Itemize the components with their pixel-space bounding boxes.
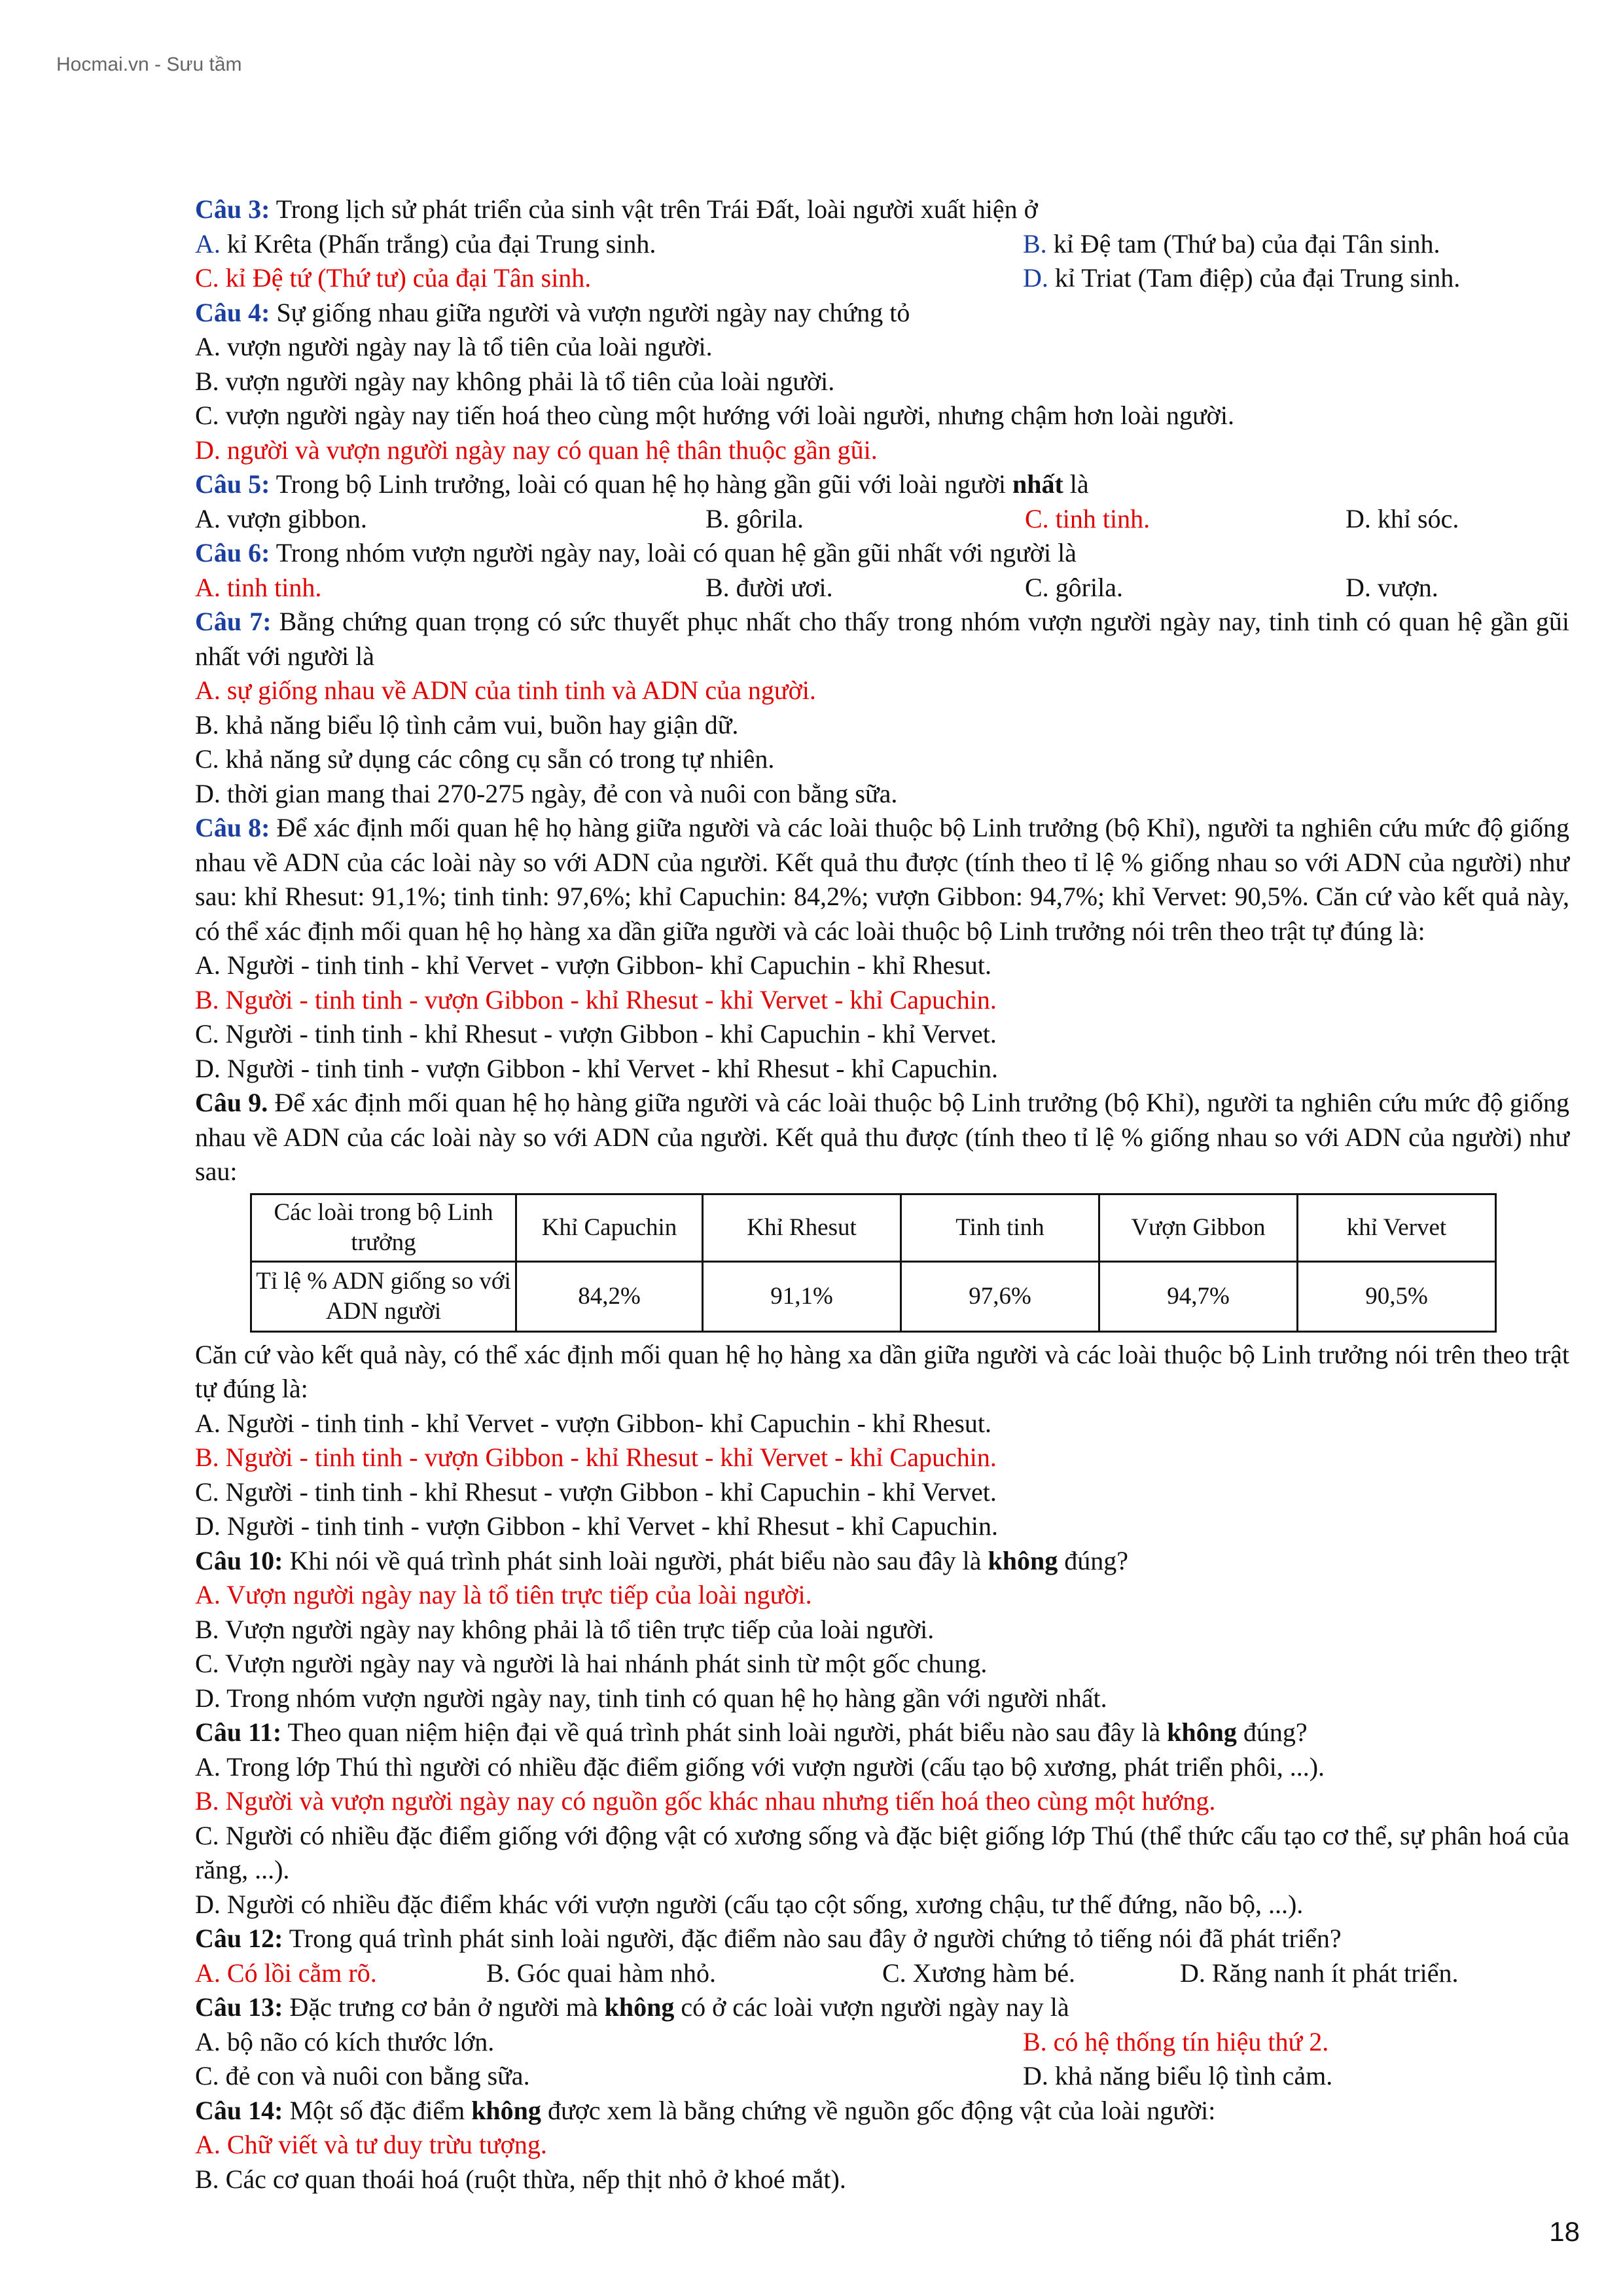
question-6	[195, 536, 1569, 571]
option-c: C. Xương hàm bé.	[882, 1958, 1076, 1988]
option-a-correct: A. Chữ viết và tư duy trừu tượng.	[195, 2130, 547, 2159]
option-b: B. gôrila.	[705, 503, 804, 533]
question-emphasis: nhất	[1012, 469, 1063, 499]
page-header-source: Hocmai.vn - Sưu tầm	[56, 54, 242, 75]
option-text: kỉ Đệ tứ (Thứ tư) của đại Tân sinh.	[219, 263, 592, 293]
option-a-correct: A. tinh tinh.	[195, 572, 322, 602]
option-a: A. vượn người ngày nay là tổ tiên của loài người.	[195, 332, 713, 361]
question-12-options	[195, 1956, 1569, 1991]
option-letter: C.	[195, 263, 219, 293]
question-text: Sự giống nhau giữa người và vượn người ngày nay chứng tỏ	[270, 297, 910, 327]
question-text: Khi nói về quá trình phát sinh loài người, phát biểu nào sau đây là	[283, 1545, 988, 1575]
dna-similarity-table	[250, 1193, 1497, 1333]
question-label: Câu 7:	[195, 607, 272, 636]
question-text: Trong quá trình phát sinh loài người, đặc điểm nào sau đây ở người chứng tỏ tiếng nói đã phát triển?	[283, 1924, 1342, 1953]
table-header-cell: Các loài trong bộ Linh trưởng	[251, 1194, 516, 1261]
table-header-cell: Vượn Gibbon	[1099, 1194, 1298, 1261]
table-cell: 97,6%	[901, 1261, 1099, 1331]
question-text: Để xác định mối quan hệ họ hàng giữa người và các loài thuộc bộ Linh trưởng (bộ Khỉ), người ta nghiên cứu mức độ giống nhau về ADN của các loài này so với ADN của người. Kết quả thu được (tính theo tỉ lệ % giống nhau so với ADN của người) như sau: khỉ Rhesut: 91,1%; tinh tinh: 97,6%; khỉ Capuchin: 84,2%; vượn Gibbon: 94,7%; khỉ Vervet: 90,5%. Căn cứ vào kết quả này, có thể xác định mối quan hệ họ hàng xa dần giữa người và các loài thuộc bộ Linh trưởng nói trên theo trật tự đúng là:	[195, 813, 1569, 946]
question-10	[195, 1544, 1569, 1579]
option-text: kỉ Triat (Tam điệp) của đại Trung sinh.	[1048, 263, 1461, 293]
option-d: D. khả năng biểu lộ tình cảm.	[1023, 2061, 1333, 2090]
table-header-cell: Khỉ Rhesut	[703, 1194, 901, 1261]
option-c-correct	[195, 261, 1023, 296]
question-text: Bằng chứng quan trọng có sức thuyết phục nhất cho thấy trong nhóm vượn người ngày nay, tinh tinh có quan hệ gần gũi nhất với người là	[195, 607, 1569, 671]
question-9	[195, 1086, 1569, 1189]
option-a: A. Người - tinh tinh - khỉ Vervet - vượn Gibbon- khỉ Capuchin - khỉ Rhesut.	[195, 1408, 992, 1438]
option-b: B. Góc quai hàm nhỏ.	[486, 1958, 717, 1988]
option-letter: D.	[1023, 263, 1048, 293]
option-a-correct: A. sự giống nhau về ADN của tinh tinh và ADN của người.	[195, 675, 816, 705]
option-c: C. Người - tinh tinh - khỉ Rhesut - vượn Gibbon - khỉ Capuchin - khỉ Vervet.	[195, 1019, 997, 1049]
option-b: B. Vượn người ngày nay không phải là tổ tiên trực tiếp của loài người.	[195, 1614, 935, 1644]
table-cell: 84,2%	[516, 1261, 703, 1331]
question-text-end: đúng?	[1058, 1545, 1129, 1575]
table-cell: 91,1%	[703, 1261, 901, 1331]
table-header-cell: khỉ Vervet	[1298, 1194, 1496, 1261]
option-c: C. Người - tinh tinh - khỉ Rhesut - vượn Gibbon - khỉ Capuchin - khỉ Vervet.	[195, 1477, 997, 1507]
question-11	[195, 1715, 1569, 1750]
page-number: 18	[1549, 2216, 1580, 2247]
option-b: B. khả năng biểu lộ tình cảm vui, buồn hay giận dữ.	[195, 709, 739, 740]
question-label: Câu 11:	[195, 1717, 282, 1747]
option-c: C. Người có nhiều đặc điểm giống với động vật có xương sống và đặc biệt giống lớp Thú (thể thức cấu tạo cơ thể, sự phân hoá của răng, ...).	[195, 1820, 1569, 1884]
option-d	[1023, 261, 1569, 296]
option-c: C. khả năng sử dụng các công cụ sẵn có trong tự nhiên.	[195, 744, 775, 774]
option-b: B. vượn người ngày nay không phải là tổ tiên của loài người.	[195, 366, 835, 396]
option-b-correct: B. Người - tinh tinh - vượn Gibbon - khỉ Rhesut - khỉ Vervet - khỉ Capuchin.	[195, 1443, 997, 1472]
question-7	[195, 605, 1569, 673]
option-letter: A.	[195, 228, 221, 259]
question-6-options	[195, 571, 1569, 605]
question-text: Để xác định mối quan hệ họ hàng giữa người và các loài thuộc bộ Linh trưởng (bộ Khỉ), người ta nghiên cứu mức độ giống nhau về ADN của các loài này so với ADN của người. Kết quả thu được (tính theo tỉ lệ % giống nhau so với ADN của người) như sau:	[195, 1088, 1569, 1186]
question-8	[195, 811, 1569, 948]
option-c: C. Vượn người ngày nay và người là hai nhánh phát sinh từ một gốc chung.	[195, 1649, 988, 1678]
option-a-correct: A. Có lồi cằm rõ.	[195, 1958, 377, 1988]
question-label: Câu 13:	[195, 1992, 283, 2022]
option-c: C. vượn người ngày nay tiến hoá theo cùng một hướng với loài người, nhưng chậm hơn loài người.	[195, 401, 1234, 430]
question-text: Trong lịch sử phát triển của sinh vật trên Trái Đất, loài người xuất hiện ở	[270, 194, 1038, 224]
question-text-end: được xem là bằng chứng về nguồn gốc động vật của loài người:	[541, 2095, 1216, 2125]
question-label: Câu 4:	[195, 297, 270, 327]
option-b-correct: B. có hệ thống tín hiệu thứ 2.	[1023, 2026, 1329, 2056]
question-text: Một số đặc điểm	[283, 2095, 472, 2125]
option-b-correct: B. Người - tinh tinh - vượn Gibbon - khỉ Rhesut - khỉ Vervet - khỉ Capuchin.	[195, 984, 997, 1014]
question-13	[195, 1990, 1569, 2025]
table-cell: 90,5%	[1298, 1261, 1496, 1331]
table-cell: 94,7%	[1099, 1261, 1298, 1331]
table-header-row	[251, 1194, 1496, 1261]
question-5-options	[195, 502, 1569, 537]
option-d-correct: D. người và vượn người ngày nay có quan hệ thân thuộc gần gũi.	[195, 435, 878, 465]
option-d: D. Người - tinh tinh - vượn Gibbon - khỉ Vervet - khỉ Rhesut - khỉ Capuchin.	[195, 1511, 999, 1541]
question-label: Câu 8:	[195, 813, 270, 842]
option-text: kỉ Krêta (Phấn trắng) của đại Trung sinh.	[220, 228, 656, 259]
question-emphasis: không	[1167, 1717, 1237, 1747]
option-c: C. gôrila.	[1025, 572, 1123, 602]
question-12	[195, 1922, 1569, 1956]
option-b-correct: B. Người và vượn người ngày nay có nguồn gốc khác nhau nhưng tiến hoá theo cùng một hướng.	[195, 1786, 1216, 1816]
question-3-options-row2	[195, 261, 1569, 296]
question-emphasis: không	[604, 1992, 675, 2022]
question-3	[195, 192, 1569, 227]
option-d: D. Người có nhiều đặc điểm khác với vượn người (cấu tạo cột sống, xương chậu, tư thế đứng, não bộ, ...).	[195, 1889, 1304, 1919]
question-label: Câu 3:	[195, 194, 270, 224]
option-c-correct: C. tinh tinh.	[1025, 503, 1150, 533]
option-d: D. Răng nanh ít phát triển.	[1180, 1958, 1459, 1988]
question-label: Câu 5:	[195, 469, 270, 499]
option-letter: B.	[1023, 228, 1047, 259]
table-row-header: Tỉ lệ % ADN giống so với ADN người	[251, 1261, 516, 1331]
option-b: B. Các cơ quan thoái hoá (ruột thừa, nếp thịt nhỏ ở khoé mắt).	[195, 2164, 846, 2194]
option-d: D. thời gian mang thai 270-275 ngày, đẻ con và nuôi con bằng sữa.	[195, 778, 898, 808]
question-label: Câu 6:	[195, 538, 270, 567]
question-emphasis: không	[988, 1545, 1058, 1575]
option-a	[195, 227, 1023, 262]
question-9-continuation: Căn cứ vào kết quả này, có thể xác định mối quan hệ họ hàng xa dần giữa người và các loài thuộc bộ Linh trưởng nói trên theo trật tự đúng là:	[195, 1339, 1569, 1403]
question-emphasis: không	[471, 2095, 541, 2125]
document-body	[195, 192, 1569, 2197]
question-text-end: đúng?	[1236, 1717, 1308, 1747]
question-label: Câu 9.	[195, 1088, 268, 1117]
table-header-cell: Khỉ Capuchin	[516, 1194, 703, 1261]
table-header-cell: Tinh tinh	[901, 1194, 1099, 1261]
option-b	[1023, 227, 1569, 262]
question-3-options-row1	[195, 227, 1569, 262]
question-text: Theo quan niệm hiện đại về quá trình phát sinh loài người, phát biểu nào sau đây là	[281, 1717, 1168, 1747]
option-c: C. đẻ con và nuôi con bằng sữa.	[195, 2061, 530, 2090]
option-a-correct: A. Vượn người ngày nay là tổ tiên trực tiếp của loài người.	[195, 1580, 812, 1609]
question-13-options-row2	[195, 2059, 1569, 2094]
question-13-options-row1	[195, 2025, 1569, 2060]
question-label: Câu 14:	[195, 2095, 283, 2125]
question-text-end: là	[1063, 469, 1089, 499]
option-d: D. Trong nhóm vượn người ngày nay, tinh tinh có quan hệ họ hàng gần với người nhất.	[195, 1683, 1107, 1713]
option-d: D. vượn.	[1346, 572, 1438, 602]
option-d: D. Người - tinh tinh - vượn Gibbon - khỉ Vervet - khỉ Rhesut - khỉ Capuchin.	[195, 1053, 999, 1083]
option-text: kỉ Đệ tam (Thứ ba) của đại Tân sinh.	[1046, 228, 1440, 259]
table-row	[251, 1261, 1496, 1331]
question-14	[195, 2094, 1569, 2128]
question-text: Trong bộ Linh trưởng, loài có quan hệ họ hàng gần gũi với loài người	[270, 469, 1012, 499]
option-a: A. Trong lớp Thú thì người có nhiều đặc điểm giống với vượn người (cấu tạo bộ xương, phát triển phôi, ...).	[195, 1751, 1325, 1782]
option-b: B. đười ươi.	[705, 572, 833, 602]
question-label: Câu 10:	[195, 1545, 283, 1575]
question-text: Trong nhóm vượn người ngày nay, loài có quan hệ gần gũi nhất với người là	[270, 538, 1077, 567]
option-a: A. bộ não có kích thước lớn.	[195, 2026, 495, 2056]
question-5	[195, 467, 1569, 502]
question-text: Đặc trưng cơ bản ở người mà	[283, 1992, 605, 2022]
option-a: A. Người - tinh tinh - khỉ Vervet - vượn Gibbon- khỉ Capuchin - khỉ Rhesut.	[195, 950, 992, 980]
question-4	[195, 296, 1569, 331]
option-d: D. khỉ sóc.	[1346, 503, 1459, 533]
question-text-end: có ở các loài vượn người ngày nay là	[674, 1992, 1069, 2022]
question-label: Câu 12:	[195, 1924, 283, 1953]
option-a: A. vượn gibbon.	[195, 503, 367, 533]
